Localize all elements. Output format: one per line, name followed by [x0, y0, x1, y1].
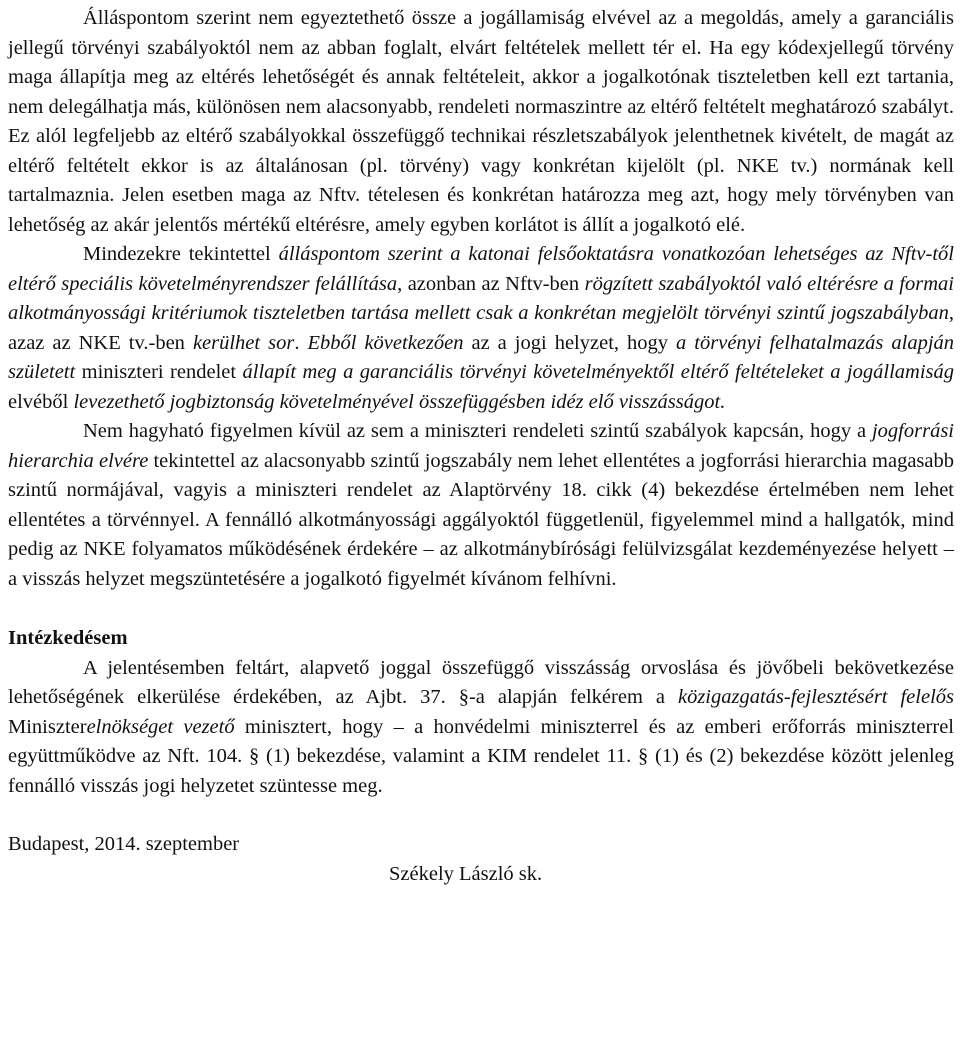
italic-text-segment: a törvényi felhatalmazás alapján született [8, 331, 955, 383]
text-segment: Mindezekre tekintettel [83, 243, 279, 265]
italic-text-segment: Ebből következően [307, 331, 464, 354]
text-segment: tekintettel az alacsonyabb szintű jogszabály nem lehet ellentétes a jogforrási hierarchia magasabb szintű normájával, vagyis a miniszteri rendelet az Alaptörvény 18. cikk (4) bekezdése értelmében nem lehet ellentétes a törvénnyel. A fennálló alkotmányossági aggályoktól függetlenül, figyelemmel mind a hallgatók, mind pedig az NKE folyamatos működésének érdekére – az alkotmánybírósági felülvizsgálat kezdeményezése helyett – a visszás helyzet megszüntetésére a jogalkotó figyelmét kívánom felhívni. [8, 449, 954, 590]
italic-text-segment: közigazgatás-fejlesztésért felelős [677, 686, 954, 708]
text-segment: az a jogi helyzet, hogy [463, 331, 677, 354]
text-segment: miniszteri rendelet [75, 361, 243, 383]
text-segment: , azonban az Nftv-ben [397, 272, 585, 295]
measure-paragraph [8, 654, 954, 802]
text-segment: . [294, 331, 308, 354]
text-segment: minisztert, hogy – a honvédelmi miniszterrel és az emberi erőforrás miniszterrel együttműködve az Nft. 104. § (1) bekezdése, valamint a KIM rendelet 11. § (1) és (2) bekezdése között jelenleg fennálló visszás jogi helyzetet szüntesse meg. [8, 715, 954, 797]
text-segment: Álláspontom szerint nem egyeztethető össze a jogállamiság elvével az a megoldás, amely a garanciális jellegű törvényi szabályoktól nem az abban foglalt, elvárt feltételek mellett tér el. Ha egy kódexjellegű törvény maga állapítja meg az eltérés lehetőségét és annak feltételeit, akkor a jogalkotónak tiszteletben kell ezt tartania, nem delegálhatja más, különösen nem alacsonyabb, rendeleti normaszintre az eltérő feltételt meghatározó szabályt. Ez alól legfeljebb az eltérő szabályokkal összefüggő technikai részletszabályok jelenthetnek kivételt, de magát az eltérő feltételt ekkor is az általánosan (pl. törvény) vagy konkrétan kijelölt (pl. NKE tv.) normának kell tartalmaznia. Jelen esetben maga az Nftv. tételesen és konkrétan határozza meg azt, hogy mely törvényben van lehetőség az akár jelentős mértékű eltérésre, amely egyben korlátot is állít a jogalkotó elé. [8, 7, 954, 236]
text-segment: Nem hagyható figyelmen kívül az sem a miniszteri rendeleti szintű szabályok kapcsán, hogy a [83, 420, 872, 442]
body-paragraph-2 [8, 240, 954, 417]
italic-text-segment: rögzített szabályoktól való eltérésre a formai alkotmányossági kritériumok tiszteletben tartása mellett csak a konkrétan megjelölt törvényi szintű jogszabályban [8, 272, 954, 324]
italic-text-segment: kerülhet sor [192, 331, 295, 354]
place-date: Budapest, 2014. szeptember [8, 833, 240, 855]
body-paragraph-3 [8, 417, 954, 594]
section-heading: Intézkedésem [8, 627, 128, 649]
document-page [8, 4, 954, 889]
italic-text-segment: jogforrási hierarchia elvére [8, 420, 954, 472]
text-segment: , azaz az NKE tv.-ben [8, 302, 954, 354]
signature: Székely László sk. [389, 862, 543, 885]
text-segment: elvéből [8, 390, 74, 413]
italic-text-segment: álláspontom szerint a katonai felsőoktatásra vonatkozóan lehetséges az Nftv-től eltérő speciális követelményrendszer felállítása [8, 243, 954, 295]
italic-text-segment: levezethető jogbiztonság követelményével összefüggésben idéz elő visszásságot. [73, 390, 726, 413]
body-paragraph-1 [8, 4, 954, 240]
italic-text-segment: állapít meg a garanciális törvényi követelményektől eltérő feltételeket a jogállamiság [242, 361, 954, 383]
text-segment: A jelentésemben feltárt, alapvető joggal összefüggő visszásság orvoslása és jövőbeli bekövetkezése lehetőségének elkerülése érdekében, az Ajbt. 37. §-a alapján felkérem a [8, 656, 954, 708]
italic-text-segment: elnökséget vezető [86, 715, 235, 738]
text-segment: Miniszter [8, 715, 87, 738]
